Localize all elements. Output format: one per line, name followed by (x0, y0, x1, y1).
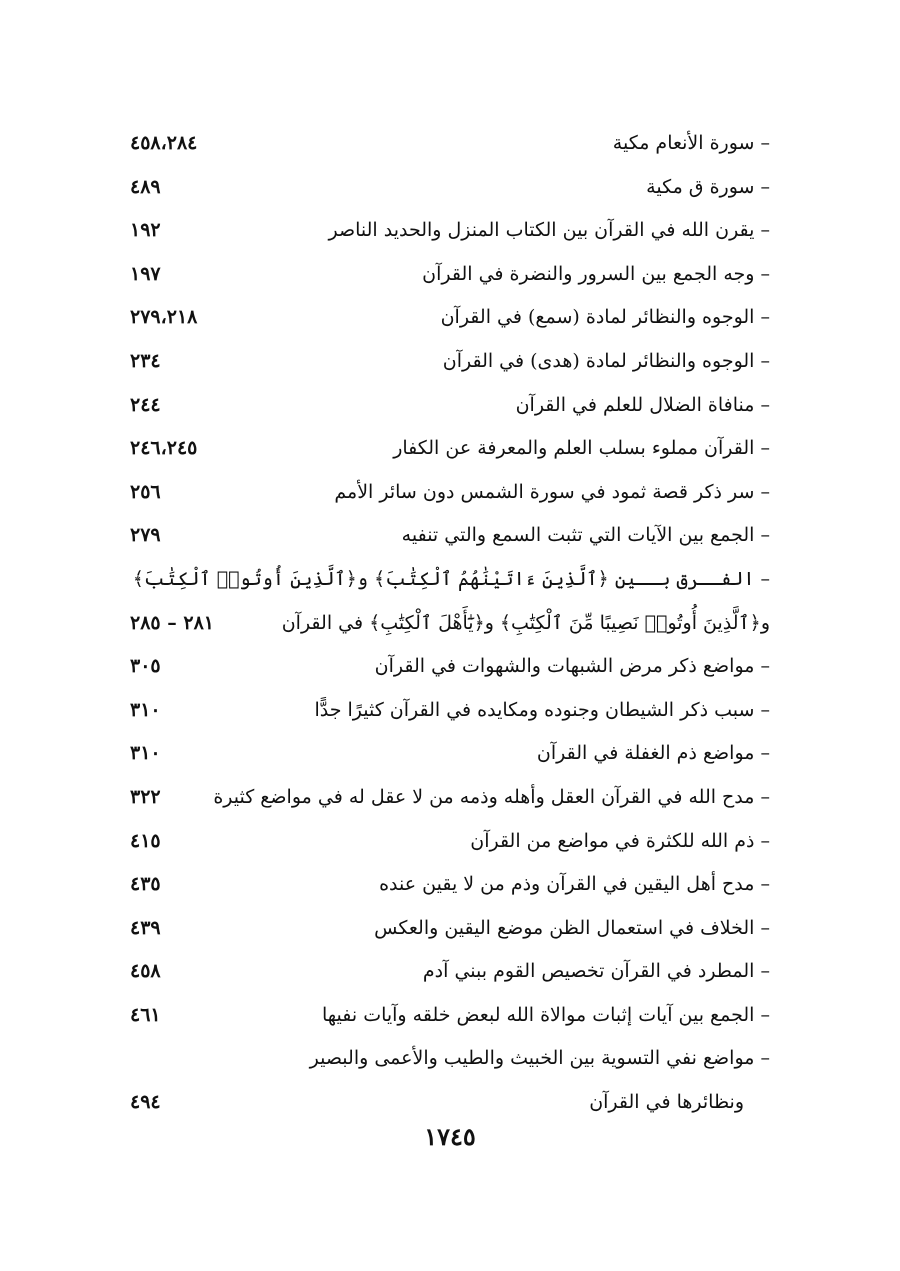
index-entry-continuation (118, 602, 770, 646)
entry-text: – مدح أهل اليقين في القرآن وذم من لا يقين عنده (379, 873, 770, 896)
entry-text: و﴿ٱلَّذِينَ أُوتُوا۟ نَصِيبًا مِّنَ ٱلْكِتَٰبِ﴾ و﴿يَٰٓأَهْلَ ٱلْكِتَٰبِ﴾ في القرآن (281, 611, 770, 634)
entry-pages: ٣٢٢ (130, 785, 161, 808)
entry-text: – الجمع بين الآيات التي تثبت السمع والتي تنفيه (401, 524, 770, 547)
page-number: ١٧٤٥ (424, 1122, 476, 1151)
entry-text: – يقرن الله في القرآن بين الكتاب المنزل والحديد الناصر (328, 219, 770, 242)
index-entry (118, 384, 770, 428)
entry-pages: ٤٦١ (130, 1003, 161, 1026)
entry-pages: ٤٩٤ (130, 1091, 161, 1114)
entry-text: – الخلاف في استعمال الظن موضع اليقين والعكس (374, 916, 770, 939)
entry-pages: ٢٣٤ (130, 349, 161, 372)
entry-pages: ٣١٠ (130, 698, 161, 721)
index-entry (118, 689, 770, 733)
entry-pages: ١٩٧ (130, 262, 161, 285)
entry-pages: ٤٥٨،٢٨٤ (130, 132, 198, 154)
entry-text: – مواضع نفي التسوية بين الخبيث والطيب والأعمى والبصير (309, 1047, 770, 1070)
entry-text: – الفــرق بــين ﴿ٱلَّذِينَ ءَاتَيْنَٰهُمُ ٱلْكِتَٰبَ﴾ و﴿ٱلَّذِينَ أُوتُوا۟ ٱلْكِتَٰبَ﴾ (132, 567, 770, 590)
index-entry (118, 514, 770, 558)
index-entry (118, 1037, 770, 1081)
entry-text: – سورة الأنعام مكية (612, 132, 770, 154)
index-entry (118, 645, 770, 689)
entry-pages: ٤٣٩ (130, 916, 161, 939)
entry-text: – سبب ذكر الشيطان وجنوده ومكايده في القرآن كثيرًا جدًّا (314, 698, 770, 721)
entry-pages: ٢٧٩ (130, 524, 161, 547)
index-entry (118, 820, 770, 864)
index-entry (118, 863, 770, 907)
entry-pages: ٣٠٥ (130, 655, 161, 678)
entry-pages: ٤٣٥ (130, 873, 161, 896)
index-entry (118, 732, 770, 776)
index-entry (118, 776, 770, 820)
entry-pages: ٤٥٨ (130, 960, 161, 983)
entry-text: ونظائرها في القرآن (589, 1091, 744, 1114)
index-entry (118, 340, 770, 384)
index-entry (118, 427, 770, 471)
index-entry (118, 950, 770, 994)
index-entry (118, 122, 770, 166)
index-entry (118, 471, 770, 515)
index-entry (118, 253, 770, 297)
index-entry-continuation (118, 1081, 770, 1125)
entry-text: – سر ذكر قصة ثمود في سورة الشمس دون سائر الأمم (334, 480, 770, 503)
entry-text: – القرآن مملوء بسلب العلم والمعرفة عن الكفار (393, 437, 770, 460)
index-entry (118, 558, 770, 602)
entry-text: – مواضع ذم الغفلة في القرآن (536, 742, 770, 765)
entry-pages: ٢٤٦،٢٤٥ (130, 437, 198, 460)
entry-pages: ٢٥٦ (130, 480, 161, 503)
entry-text: – الوجوه والنظائر لمادة (سمع) في القرآن (440, 306, 770, 329)
entry-pages: ٢٤٤ (130, 393, 161, 416)
entry-pages: ٢٨١ – ٢٨٥ (130, 611, 214, 634)
entry-pages: ٤٨٩ (130, 175, 161, 198)
entry-pages: ٤١٥ (130, 829, 161, 852)
entry-pages: ٢٧٩،٢١٨ (130, 306, 198, 329)
entry-text: – سورة ق مكية (646, 175, 770, 198)
index-entries (118, 122, 770, 1125)
entry-text: – مدح الله في القرآن العقل وأهله وذمه من لا عقل له في مواضع كثيرة (213, 785, 770, 808)
index-entry (118, 907, 770, 951)
index-entry (118, 994, 770, 1038)
entry-text: – الوجوه والنظائر لمادة (هدى) في القرآن (442, 349, 770, 372)
entry-pages: ٣١٠ (130, 742, 161, 765)
entry-text: – وجه الجمع بين السرور والنضرة في القرآن (422, 262, 770, 285)
index-entry (118, 166, 770, 210)
entry-text: – المطرد في القرآن تخصيص القوم ببني آدم (422, 960, 770, 983)
index-entry (118, 209, 770, 253)
entry-pages: ١٩٢ (130, 219, 161, 242)
index-entry (118, 296, 770, 340)
entry-text: – مواضع ذكر مرض الشبهات والشهوات في القرآن (374, 655, 770, 678)
entry-text: – منافاة الضلال للعلم في القرآن (515, 393, 770, 416)
entry-text: – الجمع بين آيات إثبات موالاة الله لبعض خلقه وآيات نفيها (321, 1003, 770, 1026)
entry-text: – ذم الله للكثرة في مواضع من القرآن (470, 829, 770, 852)
